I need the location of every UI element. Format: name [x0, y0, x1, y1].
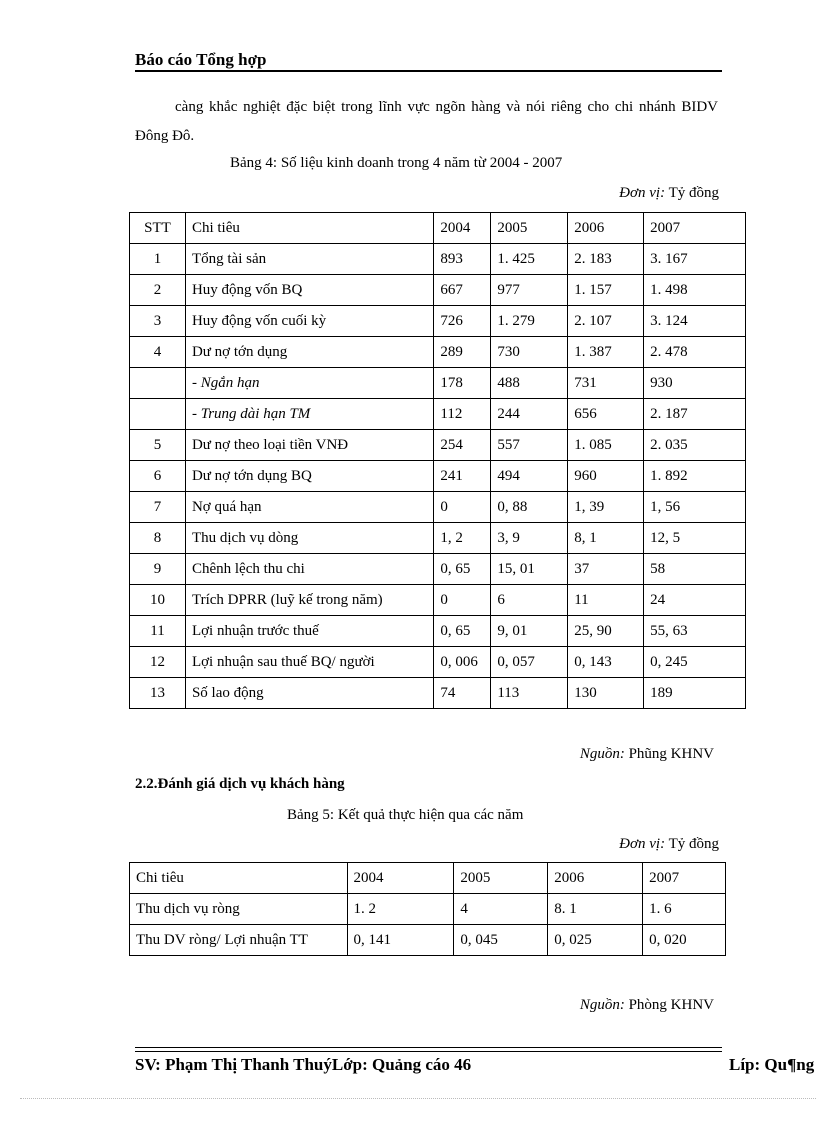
value-cell: 4	[454, 894, 548, 925]
value-cell: 0, 025	[548, 925, 643, 956]
value-cell: 977	[491, 275, 568, 306]
source-value: Phũng KHNV	[628, 746, 714, 762]
value-cell: 2. 183	[568, 244, 644, 275]
value-cell: 0, 141	[347, 925, 454, 956]
value-cell: 113	[491, 678, 568, 709]
intro-paragraph	[135, 93, 718, 151]
unit-label: Đơn vị:	[619, 836, 666, 852]
row-number: 13	[130, 678, 186, 709]
value-cell: 130	[568, 678, 644, 709]
row-label: Tổng tài sản	[185, 244, 433, 275]
column-header: 2006	[548, 863, 643, 894]
value-cell: 24	[644, 585, 746, 616]
row-label: Dư nợ theo loại tiền VNĐ	[185, 430, 433, 461]
table4-header	[130, 213, 746, 244]
row-label	[185, 399, 433, 430]
column-header: Chi tiêu	[185, 213, 433, 244]
table-row	[130, 430, 746, 461]
value-cell: 241	[434, 461, 491, 492]
value-cell: 557	[491, 430, 568, 461]
value-cell: 488	[491, 368, 568, 399]
value-cell: 1. 892	[644, 461, 746, 492]
value-cell: 25, 90	[568, 616, 644, 647]
row-number: 9	[130, 554, 186, 585]
table-row	[130, 616, 746, 647]
value-cell: 1. 2	[347, 894, 454, 925]
table4-source	[580, 746, 714, 763]
value-cell: 0, 65	[434, 616, 491, 647]
value-cell: 726	[434, 306, 491, 337]
value-cell: 11	[568, 585, 644, 616]
column-header: 2004	[347, 863, 454, 894]
table-row	[130, 894, 726, 925]
row-number: 1	[130, 244, 186, 275]
column-header: 2005	[491, 213, 568, 244]
value-cell: 2. 107	[568, 306, 644, 337]
value-cell: 3. 124	[644, 306, 746, 337]
column-header: 2007	[644, 213, 746, 244]
table-row	[130, 368, 746, 399]
table4-body	[130, 244, 746, 709]
value-cell: 1. 085	[568, 430, 644, 461]
table-row	[130, 244, 746, 275]
value-cell: 3, 9	[491, 523, 568, 554]
service-results-table	[129, 862, 726, 956]
unit-value: Tỷ đồng	[668, 185, 719, 201]
value-cell: 1. 279	[491, 306, 568, 337]
value-cell: 178	[434, 368, 491, 399]
business-data-table	[129, 212, 746, 709]
header-divider	[135, 70, 722, 72]
value-cell: 0	[434, 585, 491, 616]
value-cell: 893	[434, 244, 491, 275]
row-number: 12	[130, 647, 186, 678]
value-cell: 8, 1	[568, 523, 644, 554]
row-number: 2	[130, 275, 186, 306]
value-cell: 2. 035	[644, 430, 746, 461]
table-row	[130, 306, 746, 337]
table-row	[130, 925, 726, 956]
value-cell: 1. 425	[491, 244, 568, 275]
row-number: 7	[130, 492, 186, 523]
value-cell: 3. 167	[644, 244, 746, 275]
row-label: Huy động vốn BQ	[185, 275, 433, 306]
table5-source	[580, 997, 714, 1014]
source-label: Nguồn:	[579, 746, 625, 762]
row-label-text: - Trung dài hạn TM	[191, 406, 311, 422]
row-label: Huy động vốn cuối kỳ	[185, 306, 433, 337]
row-number: 11	[130, 616, 186, 647]
value-cell: 55, 63	[644, 616, 746, 647]
value-cell: 9, 01	[491, 616, 568, 647]
value-cell: 960	[568, 461, 644, 492]
footer-divider-bottom	[135, 1051, 722, 1052]
table-row	[130, 461, 746, 492]
value-cell: 1. 498	[644, 275, 746, 306]
value-cell: 0, 88	[491, 492, 568, 523]
value-cell: 0, 020	[643, 925, 726, 956]
section-heading: 2.2.Đánh giá dịch vụ khách hàng	[135, 776, 345, 792]
value-cell: 0, 245	[644, 647, 746, 678]
row-label: Lợi nhuận trước thuế	[185, 616, 433, 647]
table-header-row	[130, 863, 726, 894]
value-cell: 74	[434, 678, 491, 709]
source-label: Nguồn:	[579, 997, 625, 1013]
table-row	[130, 523, 746, 554]
page-header-title: Báo cáo Tổng hợp	[135, 50, 267, 69]
row-label: Nợ quá hạn	[185, 492, 433, 523]
unit-value: Tỷ đồng	[668, 836, 719, 852]
value-cell: 1, 39	[568, 492, 644, 523]
row-label: Số lao động	[185, 678, 433, 709]
row-label: Dư nợ tớn dụng	[185, 337, 433, 368]
footer-class-info: Líp: Qu¶ng	[729, 1055, 815, 1074]
value-cell: 289	[434, 337, 491, 368]
row-label: Dư nợ tớn dụng BQ	[185, 461, 433, 492]
column-header: STT	[130, 213, 186, 244]
row-label: Trích DPRR (luỹ kế trong năm)	[185, 585, 433, 616]
value-cell: 244	[491, 399, 568, 430]
value-cell: 2. 478	[644, 337, 746, 368]
value-cell: 656	[568, 399, 644, 430]
value-cell: 1, 2	[434, 523, 491, 554]
row-label: Thu DV ròng/ Lợi nhuận TT	[130, 925, 348, 956]
value-cell: 254	[434, 430, 491, 461]
footer-divider-top	[135, 1047, 722, 1048]
value-cell: 930	[644, 368, 746, 399]
table-row	[130, 678, 746, 709]
value-cell: 494	[491, 461, 568, 492]
table5-unit	[619, 836, 719, 853]
table5-caption: Bảng 5: Kết quả thực hiện qua các năm	[287, 807, 524, 823]
column-header: 2005	[454, 863, 548, 894]
value-cell: 189	[644, 678, 746, 709]
value-cell: 8. 1	[548, 894, 643, 925]
column-header: 2004	[434, 213, 491, 244]
page-bottom-edge	[20, 1098, 816, 1099]
row-number: 4	[130, 337, 186, 368]
value-cell: 58	[644, 554, 746, 585]
value-cell: 730	[491, 337, 568, 368]
table-row	[130, 647, 746, 678]
value-cell: 731	[568, 368, 644, 399]
row-number	[130, 399, 186, 430]
row-label: Chênh lệch thu chi	[185, 554, 433, 585]
table-row	[130, 337, 746, 368]
value-cell: 12, 5	[644, 523, 746, 554]
column-header: Chi tiêu	[130, 863, 348, 894]
column-header: 2006	[568, 213, 644, 244]
row-number: 3	[130, 306, 186, 337]
row-number: 6	[130, 461, 186, 492]
value-cell: 667	[434, 275, 491, 306]
value-cell: 1. 6	[643, 894, 726, 925]
table-row	[130, 554, 746, 585]
value-cell: 0, 143	[568, 647, 644, 678]
value-cell: 0, 65	[434, 554, 491, 585]
table-row	[130, 585, 746, 616]
table4-caption: Bảng 4: Số liệu kinh doanh trong 4 năm từ 2004 - 2007	[230, 155, 563, 171]
source-value: Phòng KHNV	[628, 997, 714, 1013]
value-cell: 0, 045	[454, 925, 548, 956]
table5-header	[130, 863, 726, 894]
unit-label: Đơn vị:	[619, 185, 666, 201]
row-label-text: - Ngắn hạn	[191, 375, 260, 391]
row-label: Lợi nhuận sau thuế BQ/ người	[185, 647, 433, 678]
row-number: 5	[130, 430, 186, 461]
table-header-row	[130, 213, 746, 244]
value-cell: 1. 387	[568, 337, 644, 368]
value-cell: 0	[434, 492, 491, 523]
row-label: Thu dịch vụ dòng	[185, 523, 433, 554]
table-row	[130, 275, 746, 306]
row-number	[130, 368, 186, 399]
value-cell: 6	[491, 585, 568, 616]
intro-text: càng khắc nghiệt đặc biệt trong lĩnh vực ngõn hàng và nói riêng cho chi nhánh BIDV Đông Đô.	[135, 99, 718, 144]
row-number: 8	[130, 523, 186, 554]
table-row	[130, 492, 746, 523]
value-cell: 0, 057	[491, 647, 568, 678]
table4-unit	[619, 185, 719, 202]
row-label: Thu dịch vụ ròng	[130, 894, 348, 925]
value-cell: 1, 56	[644, 492, 746, 523]
row-number: 10	[130, 585, 186, 616]
row-label	[185, 368, 433, 399]
table-row	[130, 399, 746, 430]
value-cell: 1. 157	[568, 275, 644, 306]
value-cell: 15, 01	[491, 554, 568, 585]
column-header: 2007	[643, 863, 726, 894]
value-cell: 0, 006	[434, 647, 491, 678]
table5-body	[130, 894, 726, 956]
value-cell: 37	[568, 554, 644, 585]
value-cell: 2. 187	[644, 399, 746, 430]
footer-student-info: SV: Phạm Thị Thanh ThuýLớp: Quảng cáo 46	[135, 1055, 472, 1074]
value-cell: 112	[434, 399, 491, 430]
